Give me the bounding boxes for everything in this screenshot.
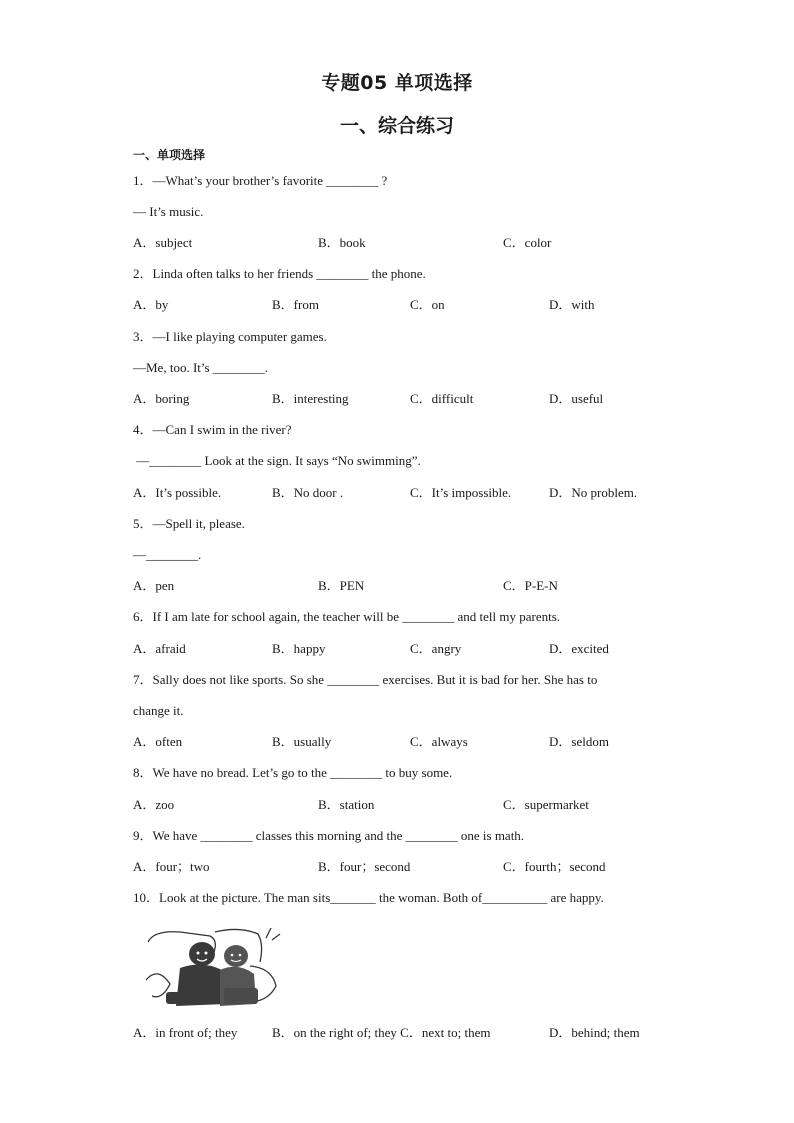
question-3-response: —Me, too. It’s ________.	[133, 360, 269, 375]
page-title: 专题05 单项选择	[321, 72, 473, 94]
question-9-option-c: C．fourth；second	[503, 859, 606, 874]
question-6-option-d: D．excited	[549, 641, 609, 656]
question-5-stem: 5．—Spell it, please.	[133, 516, 245, 531]
question-10-option-a: A．in front of; they	[133, 1025, 238, 1040]
question-5-option-b: B．PEN	[318, 578, 365, 593]
question-7-option-c: C．always	[410, 734, 468, 749]
question-8-option-a: A．zoo	[133, 797, 175, 812]
question-6-option-a: A．afraid	[133, 641, 186, 656]
question-2-option-a: A．by	[133, 297, 169, 312]
question-1-option-a: A．subject	[133, 235, 193, 250]
question-4-response: —________ Look at the sign. It says “No swimming”.	[133, 453, 421, 468]
question-4-option-a: A．It’s possible.	[133, 485, 222, 500]
question-4-option-b: B．No door .	[272, 485, 344, 500]
couple-sitting-picture	[140, 922, 285, 1012]
question-1-option-b: B．book	[318, 235, 366, 250]
question-3-option-a: A．boring	[133, 391, 190, 406]
question-4-option-c: C．It’s impossible.	[410, 485, 512, 500]
question-7-option-d: D．seldom	[549, 734, 609, 749]
question-6-option-c: C．angry	[410, 641, 462, 656]
question-10-option-bc: B．on the right of; they C．next to; them	[272, 1025, 491, 1040]
page-subtitle: 一、综合练习	[339, 115, 454, 137]
question-1-stem: 1．—What’s your brother’s favorite ________ ?	[133, 173, 388, 188]
question-5-option-c: C．P-E-N	[503, 578, 558, 593]
question-8-option-c: C．supermarket	[503, 797, 589, 812]
question-9-option-a: A．four；two	[133, 859, 210, 874]
question-6-option-b: B．happy	[272, 641, 326, 656]
question-1-option-c: C．color	[503, 235, 552, 250]
question-7-stem-continued: change it.	[133, 703, 184, 718]
question-3-option-c: C．difficult	[410, 391, 474, 406]
question-10-stem: 10．Look at the picture. The man sits_______ the woman. Both of__________ are happy.	[133, 890, 604, 905]
question-3-option-b: B．interesting	[272, 391, 349, 406]
question-2-option-d: D．with	[549, 297, 595, 312]
question-6-stem: 6．If I am late for school again, the teacher will be ________ and tell my parents.	[133, 609, 561, 624]
section-heading: 一、单项选择	[133, 148, 206, 162]
question-8-stem: 8．We have no bread. Let’s go to the ________ to buy some.	[133, 765, 453, 780]
question-8-option-b: B．station	[318, 797, 375, 812]
question-5-option-a: A．pen	[133, 578, 175, 593]
question-2-option-c: C．on	[410, 297, 445, 312]
question-4-stem: 4．—Can I swim in the river?	[133, 422, 292, 437]
question-3-option-d: D．useful	[549, 391, 604, 406]
question-2-stem: 2．Linda often talks to her friends ________ the phone.	[133, 266, 426, 281]
question-5-response: —________.	[133, 547, 202, 562]
question-3-stem: 3．—I like playing computer games.	[133, 329, 327, 344]
question-9-option-b: B．four；second	[318, 859, 411, 874]
question-10-option-d: D．behind; them	[549, 1025, 640, 1040]
question-9-stem: 9．We have ________ classes this morning and the ________ one is math.	[133, 828, 525, 843]
question-7-option-b: B．usually	[272, 734, 332, 749]
question-7-stem: 7．Sally does not like sports. So she ________ exercises. But it is bad for her. She has to	[133, 672, 598, 687]
question-7-option-a: A．often	[133, 734, 183, 749]
question-1-response: — It’s music.	[133, 204, 204, 219]
question-4-option-d: D．No problem.	[549, 485, 638, 500]
question-2-option-b: B．from	[272, 297, 319, 312]
